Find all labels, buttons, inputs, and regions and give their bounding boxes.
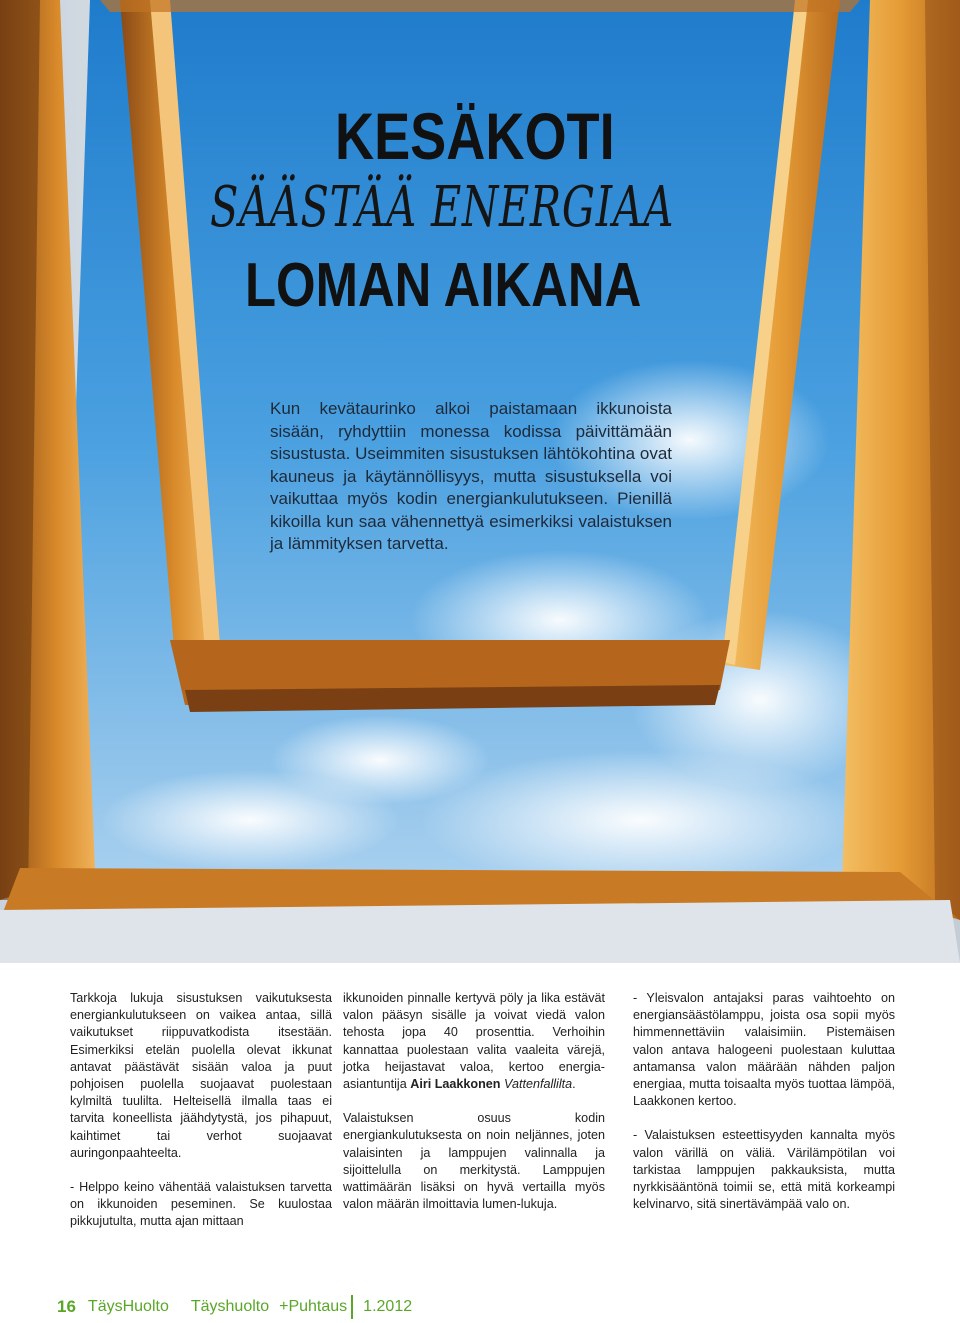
title-line-3: LOMAN AIKANA (245, 251, 642, 320)
body-column-1 (70, 990, 332, 1248)
paragraph: - Helppo keino vähentää valaistuksen tarvetta on ikkunoiden peseminen. Se kuulostaa pikkujutulta, mutta ajan mittaan (70, 1180, 332, 1229)
magazine-name: Täyshuolto (190, 1298, 270, 1315)
expert-name: Airi Laakkonen (410, 1077, 501, 1092)
magazine-extra: +Puhtaus (279, 1298, 348, 1315)
page-footer (57, 1294, 412, 1320)
paragraph-text: ikkunoiden pinnalle kertyvä pöly ja lika estävät valon pääsyn sisälle ja voivat viedä valon tehosta jopa 40 prosenttia. Verhoihin kannattaa puolestaan valita vaaleita värejä, jotka heijastavat valoa, kertoo energia-asiantuntija (343, 991, 605, 1092)
company-name: Vattenfallilta (504, 1077, 573, 1092)
paragraph (343, 990, 605, 1093)
lead-paragraph: Kun kevätaurinko alkoi paistamaan ikkunoista sisään, ryhdyttiin monessa kodissa päivittämään sisustusta. Useimmiten sisustuksen lähtökohtina ovat kauneus ja käytännöllisyys, mutta sisustuksella voi vaikuttaa myös kodin energiankulutukseen. Pienillä kikoilla kun saa vähennettyä esimerkiksi valaistuksen ja lämmityksen tarvetta. (270, 399, 672, 553)
title-line-2: SÄÄSTÄÄ ENERGIAA (210, 175, 675, 240)
paragraph-end: . (572, 1077, 576, 1092)
paragraph: - Yleisvalon antajaksi paras vaihtoehto on energiansäästölamppu, joista osa sopii myös himmennettäviin valaisimiin. Pistemäisen valon antava halogeeni puolestaan kuluttaa antamansa valon määrään nähden paljon energiaa, mutta toisaalta myös tuottaa lämpöä, Laakkonen kertoo. (633, 991, 895, 1109)
body-column-3 (633, 990, 895, 1230)
title-line-1: KESÄKOTI (335, 99, 615, 173)
paragraph: Valaistuksen osuus kodin energiankulutuksesta on noin neljännes, joten valaisinten ja lamppujen valinnalla ja sijoittelulla on merkitystä. Lamppujen wattimäärän lisäksi on hyvä vertailla myös valon määrän ilmoittavia lumen-lukuja. (343, 1111, 605, 1212)
article-title (205, 100, 765, 328)
paragraph: - Valaistuksen esteettisyyden kannalta myös valon värillä on väliä. Värilämpötilan voi tarkistaa lamppujen pakkauksista, mutta nyrkkisääntönä toimii se, että mitä korkeampi kelvinarvo, sitä sinertävämpää valo on. (633, 1128, 895, 1212)
paragraph: Tarkkoja lukuja sisustuksen vaikutuksesta energiankulutukseen on vaikea antaa, sillä vaikutukset riippuvatkodista itsestään. Esimerkiksi etelän puolella olevat ikkunat antavat päästävät sisään valoa ja puut pohjoisen puolella suojaavat puolestaan kylmiltä tuulilta. Helteisellä ilmalla taas ei tarvita koneellista jäähdytystä, jos pihapuut, kaihtimet tai verhot suojaavat auringonpaahteelta. (70, 991, 332, 1160)
body-column-2 (343, 990, 605, 1230)
footer-divider (351, 1295, 353, 1319)
issue-number: 1.2012 (363, 1298, 413, 1315)
publisher-name: TäysHuolto (87, 1298, 169, 1315)
page-number: 16 (57, 1297, 76, 1316)
